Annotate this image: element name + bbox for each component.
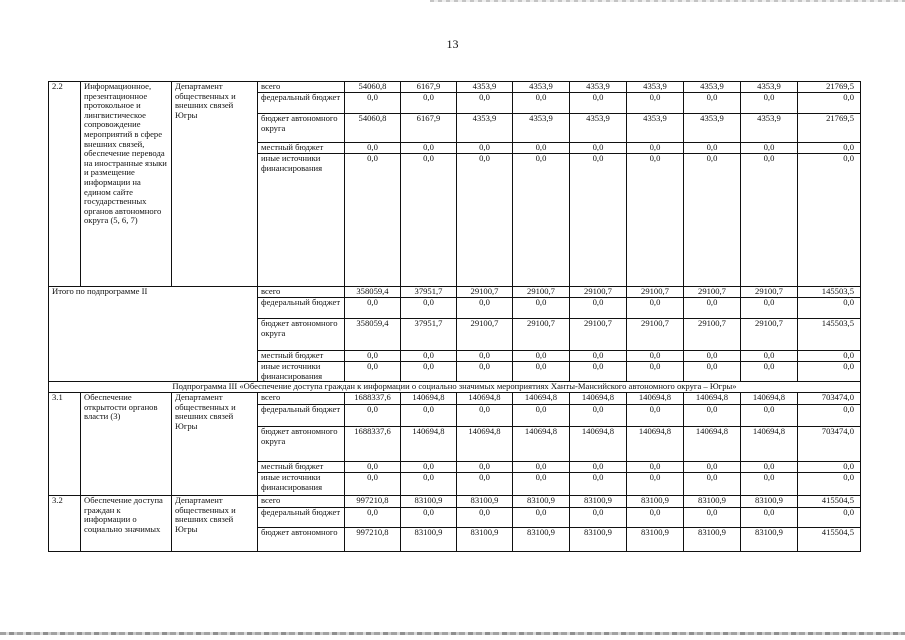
amount-cell: 0,0 [684, 405, 741, 427]
amount-cell: 140694,8 [627, 393, 684, 405]
amount-cell: 0,0 [741, 462, 798, 473]
amount-cell: 0,0 [570, 298, 627, 319]
amount-cell: 29100,7 [570, 287, 627, 298]
amount-cell: 0,0 [570, 143, 627, 154]
amount-cell: 29100,7 [684, 319, 741, 351]
amount-cell: 0,0 [627, 154, 684, 287]
amount-cell: 83100,9 [741, 496, 798, 508]
amount-cell: 29100,7 [741, 319, 798, 351]
amount-cell: 0,0 [684, 508, 741, 528]
amount-cell: 0,0 [401, 462, 457, 473]
amount-cell: 83100,9 [570, 496, 627, 508]
amount-cell: 29100,7 [513, 287, 570, 298]
table-row [49, 287, 861, 298]
table-body [49, 82, 861, 552]
amount-cell: 0,0 [345, 298, 401, 319]
amount-cell: 4353,9 [570, 114, 627, 143]
amount-cell: 0,0 [798, 351, 861, 362]
funding-source: всего [258, 496, 345, 508]
amount-cell: 415504,5 [798, 528, 861, 552]
row-label: Итого по подпрограмме II [49, 287, 258, 382]
amount-cell: 54060,8 [345, 114, 401, 143]
amount-cell: 0,0 [627, 143, 684, 154]
row-number: 3.1 [49, 393, 81, 496]
row-number: 3.2 [49, 496, 81, 552]
amount-cell: 0,0 [513, 351, 570, 362]
amount-cell: 83100,9 [684, 528, 741, 552]
amount-cell: 0,0 [741, 405, 798, 427]
amount-cell: 0,0 [798, 154, 861, 287]
amount-cell: 29100,7 [684, 287, 741, 298]
amount-cell: 0,0 [345, 154, 401, 287]
amount-cell: 83100,9 [570, 528, 627, 552]
budget-table [48, 81, 861, 552]
amount-cell: 54060,8 [345, 82, 401, 93]
amount-cell: 37951,7 [401, 319, 457, 351]
amount-cell: 29100,7 [513, 319, 570, 351]
amount-cell: 415504,5 [798, 496, 861, 508]
amount-cell: 0,0 [457, 351, 513, 362]
amount-cell: 0,0 [684, 351, 741, 362]
amount-cell: 0,0 [798, 473, 861, 496]
funding-source: иные источники финансирования [258, 473, 345, 496]
amount-cell: 0,0 [798, 362, 861, 382]
amount-cell: 0,0 [684, 473, 741, 496]
row-number: 2.2 [49, 82, 81, 287]
amount-cell: 0,0 [741, 351, 798, 362]
amount-cell: 0,0 [798, 508, 861, 528]
amount-cell: 0,0 [345, 473, 401, 496]
amount-cell: 0,0 [457, 508, 513, 528]
amount-cell: 4353,9 [627, 82, 684, 93]
responsible-department: Департамент общественных и внешних связей Югры [172, 393, 258, 496]
amount-cell: 29100,7 [627, 287, 684, 298]
amount-cell: 0,0 [570, 362, 627, 382]
page-number: 13 [446, 37, 459, 51]
table-row [49, 82, 861, 93]
amount-cell: 0,0 [741, 508, 798, 528]
amount-cell: 83100,9 [741, 528, 798, 552]
subprogram-heading: Подпрограмма III «Обеспечение доступа граждан к информации о социально значимых мероприятиях Ханты-Мансийского автономного округа – Югры» [49, 382, 861, 393]
amount-cell: 0,0 [345, 93, 401, 114]
amount-cell: 29100,7 [457, 319, 513, 351]
amount-cell: 29100,7 [570, 319, 627, 351]
amount-cell: 83100,9 [684, 496, 741, 508]
amount-cell: 0,0 [401, 351, 457, 362]
funding-source: всего [258, 287, 345, 298]
amount-cell: 140694,8 [570, 393, 627, 405]
amount-cell: 4353,9 [684, 82, 741, 93]
funding-source: иные источники финансирования [258, 154, 345, 287]
funding-source: федеральный бюджет [258, 93, 345, 114]
amount-cell: 0,0 [798, 462, 861, 473]
amount-cell: 0,0 [570, 473, 627, 496]
amount-cell: 140694,8 [684, 393, 741, 405]
amount-cell: 140694,8 [401, 427, 457, 462]
amount-cell: 0,0 [570, 351, 627, 362]
amount-cell: 0,0 [627, 462, 684, 473]
amount-cell: 358059,4 [345, 319, 401, 351]
funding-source: местный бюджет [258, 462, 345, 473]
amount-cell: 4353,9 [741, 82, 798, 93]
amount-cell: 140694,8 [457, 427, 513, 462]
amount-cell: 0,0 [513, 405, 570, 427]
amount-cell: 6167,9 [401, 82, 457, 93]
amount-cell: 0,0 [457, 462, 513, 473]
amount-cell: 0,0 [345, 508, 401, 528]
amount-cell: 0,0 [401, 143, 457, 154]
amount-cell: 0,0 [798, 298, 861, 319]
amount-cell: 145503,5 [798, 287, 861, 298]
amount-cell: 0,0 [798, 405, 861, 427]
amount-cell: 0,0 [513, 462, 570, 473]
amount-cell: 83100,9 [401, 496, 457, 508]
funding-source: местный бюджет [258, 351, 345, 362]
amount-cell: 21769,5 [798, 114, 861, 143]
amount-cell: 4353,9 [513, 82, 570, 93]
table-row [49, 393, 861, 405]
funding-source: федеральный бюджет [258, 298, 345, 319]
funding-source: федеральный бюджет [258, 508, 345, 528]
amount-cell: 140694,8 [513, 393, 570, 405]
amount-cell: 0,0 [513, 298, 570, 319]
amount-cell: 0,0 [401, 154, 457, 287]
amount-cell: 703474,0 [798, 427, 861, 462]
amount-cell: 0,0 [741, 362, 798, 382]
amount-cell: 0,0 [627, 351, 684, 362]
amount-cell: 0,0 [741, 143, 798, 154]
amount-cell: 140694,8 [741, 427, 798, 462]
amount-cell: 29100,7 [627, 319, 684, 351]
amount-cell: 0,0 [513, 508, 570, 528]
amount-cell: 0,0 [627, 405, 684, 427]
scan-edge-top [430, 0, 905, 2]
amount-cell: 0,0 [345, 462, 401, 473]
amount-cell: 0,0 [684, 462, 741, 473]
amount-cell: 0,0 [513, 143, 570, 154]
funding-source: бюджет автономного округа [258, 114, 345, 143]
amount-cell: 83100,9 [401, 528, 457, 552]
amount-cell: 0,0 [345, 362, 401, 382]
amount-cell: 4353,9 [741, 114, 798, 143]
amount-cell: 37951,7 [401, 287, 457, 298]
amount-cell: 0,0 [401, 93, 457, 114]
amount-cell: 0,0 [684, 298, 741, 319]
amount-cell: 0,0 [570, 462, 627, 473]
amount-cell: 0,0 [741, 93, 798, 114]
amount-cell: 0,0 [570, 405, 627, 427]
amount-cell: 21769,5 [798, 82, 861, 93]
amount-cell: 0,0 [741, 298, 798, 319]
amount-cell: 83100,9 [457, 528, 513, 552]
amount-cell: 140694,8 [513, 427, 570, 462]
amount-cell: 140694,8 [401, 393, 457, 405]
amount-cell: 0,0 [457, 154, 513, 287]
amount-cell: 29100,7 [457, 287, 513, 298]
amount-cell: 4353,9 [457, 82, 513, 93]
amount-cell: 0,0 [513, 362, 570, 382]
amount-cell: 0,0 [627, 473, 684, 496]
amount-cell: 0,0 [457, 298, 513, 319]
funding-source: бюджет автономного [258, 528, 345, 552]
amount-cell: 4353,9 [457, 114, 513, 143]
amount-cell: 358059,4 [345, 287, 401, 298]
amount-cell: 0,0 [401, 473, 457, 496]
amount-cell: 0,0 [741, 473, 798, 496]
amount-cell: 0,0 [401, 362, 457, 382]
amount-cell: 0,0 [457, 405, 513, 427]
amount-cell: 83100,9 [627, 496, 684, 508]
amount-cell: 140694,8 [741, 393, 798, 405]
measure-name: Обеспечение доступа граждан к информации о социально значимых [81, 496, 172, 552]
amount-cell: 4353,9 [684, 114, 741, 143]
amount-cell: 140694,8 [457, 393, 513, 405]
amount-cell: 83100,9 [513, 496, 570, 508]
funding-source: бюджет автономного округа [258, 427, 345, 462]
amount-cell: 6167,9 [401, 114, 457, 143]
amount-cell: 0,0 [570, 508, 627, 528]
funding-source: всего [258, 82, 345, 93]
measure-name: Информационное, презентационное протокольное и лингвистическое сопровождение мероприятий в сфере внешних связей, обеспечение перевода на иностранные языки и размещение информации на едином сайте государственных органов автономного округа (5, 6, 7) [81, 82, 172, 287]
amount-cell: 0,0 [684, 93, 741, 114]
amount-cell: 0,0 [401, 298, 457, 319]
amount-cell: 0,0 [345, 143, 401, 154]
amount-cell: 140694,8 [684, 427, 741, 462]
amount-cell: 703474,0 [798, 393, 861, 405]
amount-cell: 0,0 [457, 143, 513, 154]
amount-cell: 997210,8 [345, 496, 401, 508]
amount-cell: 0,0 [684, 143, 741, 154]
scan-edge-bottom [0, 632, 905, 635]
amount-cell: 145503,5 [798, 319, 861, 351]
amount-cell: 0,0 [798, 93, 861, 114]
funding-source: федеральный бюджет [258, 405, 345, 427]
amount-cell: 1688337,6 [345, 427, 401, 462]
amount-cell: 140694,8 [627, 427, 684, 462]
amount-cell: 0,0 [570, 154, 627, 287]
amount-cell: 0,0 [570, 93, 627, 114]
amount-cell: 0,0 [401, 405, 457, 427]
amount-cell: 0,0 [684, 154, 741, 287]
amount-cell: 4353,9 [627, 114, 684, 143]
amount-cell: 0,0 [457, 93, 513, 114]
amount-cell: 83100,9 [627, 528, 684, 552]
amount-cell: 0,0 [513, 473, 570, 496]
amount-cell: 140694,8 [570, 427, 627, 462]
amount-cell: 29100,7 [741, 287, 798, 298]
amount-cell: 0,0 [741, 154, 798, 287]
amount-cell: 0,0 [684, 362, 741, 382]
responsible-department: Департамент общественных и внешних связей Югры [172, 496, 258, 552]
amount-cell: 0,0 [457, 362, 513, 382]
table-row [49, 496, 861, 508]
funding-source: местный бюджет [258, 143, 345, 154]
amount-cell: 0,0 [798, 143, 861, 154]
funding-source: всего [258, 393, 345, 405]
amount-cell: 0,0 [627, 298, 684, 319]
table-row [49, 382, 861, 393]
amount-cell: 1688337,6 [345, 393, 401, 405]
amount-cell: 4353,9 [570, 82, 627, 93]
amount-cell: 0,0 [345, 351, 401, 362]
amount-cell: 0,0 [627, 362, 684, 382]
responsible-department: Департамент общественных и внешних связей Югры [172, 82, 258, 287]
amount-cell: 0,0 [513, 154, 570, 287]
amount-cell: 0,0 [401, 508, 457, 528]
funding-source: бюджет автономного округа [258, 319, 345, 351]
measure-name: Обеспечение открытости органов власти (3) [81, 393, 172, 496]
amount-cell: 0,0 [513, 93, 570, 114]
amount-cell: 83100,9 [513, 528, 570, 552]
amount-cell: 997210,8 [345, 528, 401, 552]
amount-cell: 4353,9 [513, 114, 570, 143]
amount-cell: 0,0 [345, 405, 401, 427]
amount-cell: 83100,9 [457, 496, 513, 508]
amount-cell: 0,0 [457, 473, 513, 496]
amount-cell: 0,0 [627, 508, 684, 528]
funding-source: иные источники финансирования [258, 362, 345, 382]
amount-cell: 0,0 [627, 93, 684, 114]
